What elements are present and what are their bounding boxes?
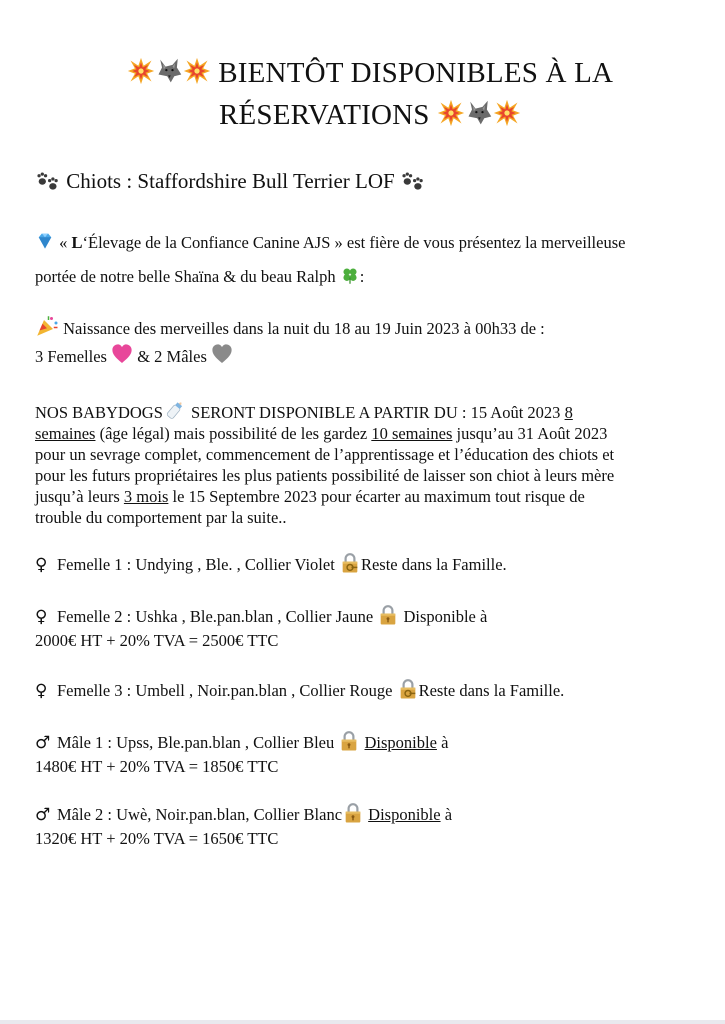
puppy-item-female-2 (35, 604, 695, 653)
collision-icon (127, 57, 155, 85)
puppy-status: Disponible (368, 805, 441, 824)
page-title (60, 52, 680, 136)
puppy-description: Mâle 1 : Upss, Ble.pan.blan , Collier Bleu (57, 733, 335, 752)
males-count: & 2 Mâles (137, 347, 207, 366)
four-leaf-clover-icon (340, 265, 360, 285)
wolf-icon (155, 57, 183, 85)
lock-icon (340, 730, 358, 752)
puppy-item-male-2 (35, 802, 695, 851)
avail-text-1: SERONT DISPONIBLE A PARTIR DU : 15 Août 2023 (186, 403, 565, 422)
puppy-item-female-1 (35, 552, 695, 577)
title-line-2 (60, 94, 680, 136)
avail-text-2: (âge légal) mais possibilité de les gardez (95, 424, 372, 443)
puppy-status-suffix: à (436, 733, 449, 752)
locked-with-key-icon (341, 552, 359, 574)
avail-weeks-10: 10 semaines (371, 424, 453, 443)
birth-paragraph (35, 314, 695, 371)
grey-heart-icon (211, 343, 233, 365)
subtitle (35, 166, 695, 195)
page-bottom-edge (0, 1020, 725, 1024)
male-symbol-icon: ♂ (35, 733, 51, 753)
paw-prints-icon (400, 166, 426, 192)
lock-icon (379, 604, 397, 626)
lock-icon (344, 802, 362, 824)
wolf-icon (465, 99, 493, 127)
baby-bottle-icon (163, 398, 187, 422)
male-symbol-icon: ♂ (35, 805, 51, 825)
puppy-description: Femelle 1 : Undying , Ble. , Collier Violet (57, 555, 335, 574)
avail-text-4: jusqu’à leurs (35, 487, 124, 506)
availability-paragraph (35, 398, 695, 528)
intro-colon: : (359, 267, 365, 286)
puppy-item-male-1 (35, 730, 695, 779)
puppy-status: Disponible à (403, 607, 488, 626)
avail-text-3: jusqu’au 31 Août 2023 (452, 424, 608, 443)
party-popper-icon (35, 314, 59, 338)
birth-text: Naissance des merveilles dans la nuit du 18 au 19 Juin 2023 à 00h33 de : (63, 319, 545, 338)
puppy-status: Disponible (364, 733, 437, 752)
title-text-2: RÉSERVATIONS (218, 99, 430, 131)
puppy-status-suffix: à (440, 805, 453, 824)
intro-paragraph (35, 226, 695, 294)
birth-line-2 (35, 343, 695, 371)
puppy-price: 2000€ HT + 20% TVA = 2500€ TTC (35, 631, 279, 650)
pink-heart-icon (111, 343, 133, 365)
avail-weeks-8-num: 8 (564, 403, 573, 422)
locked-with-key-icon (399, 678, 417, 700)
puppy-status: Reste dans la Famille. (418, 681, 565, 700)
intro-line-1 (35, 226, 695, 260)
puppy-price: 1480€ HT + 20% TVA = 1850€ TTC (35, 757, 279, 776)
puppy-description: Femelle 3 : Umbell , Noir.pan.blan , Collier Rouge (57, 681, 393, 700)
paw-prints-icon (35, 166, 61, 192)
puppy-price: 1320€ HT + 20% TVA = 1650€ TTC (35, 829, 279, 848)
collision-icon (493, 99, 521, 127)
female-symbol-icon: ♀ (35, 555, 48, 575)
avail-line-5 (35, 486, 695, 507)
intro-quote: « (59, 233, 72, 252)
avail-text-5: le 15 Septembre 2023 pour écarter au maximum tout risque de (168, 487, 585, 506)
collision-icon (437, 99, 465, 127)
puppy-description: Femelle 2 : Ushka , Ble.pan.blan , Collier Jaune (57, 607, 374, 626)
intro-text-1: ‘Élevage de la Confiance Canine AJS » est fière de vous présentez la merveilleuse (82, 233, 626, 252)
avail-babydogs: NOS BABYDOGS (35, 403, 163, 422)
puppy-status: Reste dans la Famille. (360, 555, 507, 574)
puppy-description: Mâle 2 : Uwè, Noir.pan.blan, Collier Blanc (57, 805, 343, 824)
avail-line-2 (35, 423, 695, 444)
title-text-1: BIENTÔT DISPONIBLES À LA (218, 57, 614, 89)
avail-line-4: pour les futurs propriétaires les plus patients possibilité de laisser son chiot à leurs mère (35, 466, 615, 485)
avail-line-6: trouble du comportement par la suite.. (35, 508, 287, 527)
gem-icon (35, 231, 55, 251)
female-symbol-icon: ♀ (35, 607, 48, 627)
intro-line-2 (35, 260, 695, 294)
title-line-1 (60, 52, 680, 94)
avail-weeks-8-label: semaines (35, 424, 96, 443)
female-symbol-icon: ♀ (35, 681, 48, 701)
collision-icon (183, 57, 211, 85)
birth-line-1 (35, 314, 695, 343)
avail-line-1 (35, 398, 695, 423)
females-count: 3 Femelles (35, 347, 107, 366)
avail-line-3: pour un sevrage complet, commencement de l’apprentissage et l’éducation des chiots et (35, 445, 615, 464)
puppy-item-female-3 (35, 678, 695, 703)
avail-months-3: 3 mois (123, 487, 169, 506)
intro-text-2: portée de notre belle Shaïna & du beau Ralph (35, 267, 336, 286)
intro-bold-letter: L (71, 233, 83, 252)
subtitle-text: Chiots : Staffordshire Bull Terrier LOF (66, 169, 395, 193)
